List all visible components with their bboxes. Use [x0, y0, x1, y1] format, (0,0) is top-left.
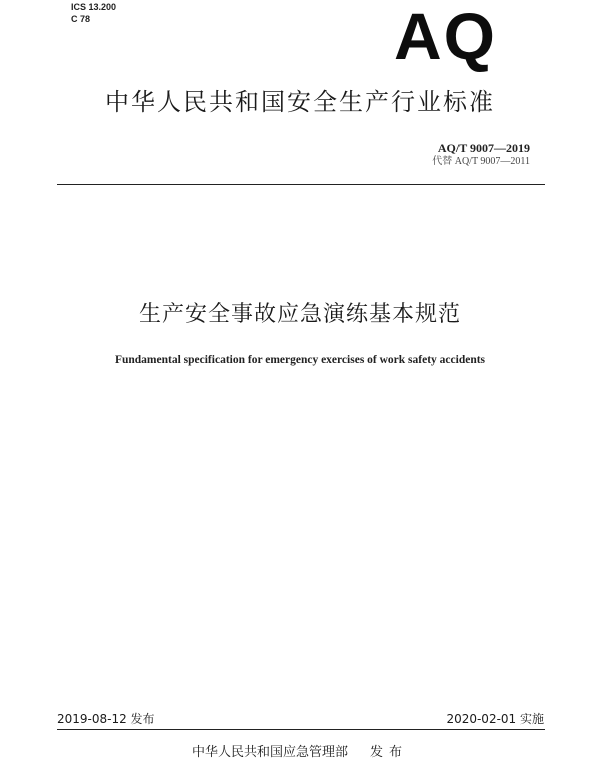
ccs-code: C 78: [71, 14, 91, 24]
issue-date: 2019-08-12 发布: [57, 712, 155, 726]
aq-logo: AQ: [394, 0, 497, 73]
title-english: Fundamental specification for emergency exercises of work safety accidents: [114, 354, 486, 366]
publisher-line: [0, 744, 600, 762]
standard-code: AQ/T 9007—2019: [437, 141, 530, 155]
title-chinese: 生产安全事故应急演练基本规范: [138, 302, 461, 327]
implementation-date: 2020-02-01 实施: [446, 712, 544, 726]
ics-code: ICS 13.200: [71, 2, 117, 12]
top-divider: [57, 184, 545, 185]
publisher-name: 中华人民共和国应急管理部: [191, 745, 348, 760]
replaces-code: 代替 AQ/T 9007—2011: [432, 156, 530, 167]
bottom-divider: [57, 729, 545, 730]
publisher-action: 发布: [370, 745, 409, 760]
standard-category: 中华人民共和国安全生产行业标准: [105, 88, 495, 116]
classification-codes: [71, 1, 116, 25]
